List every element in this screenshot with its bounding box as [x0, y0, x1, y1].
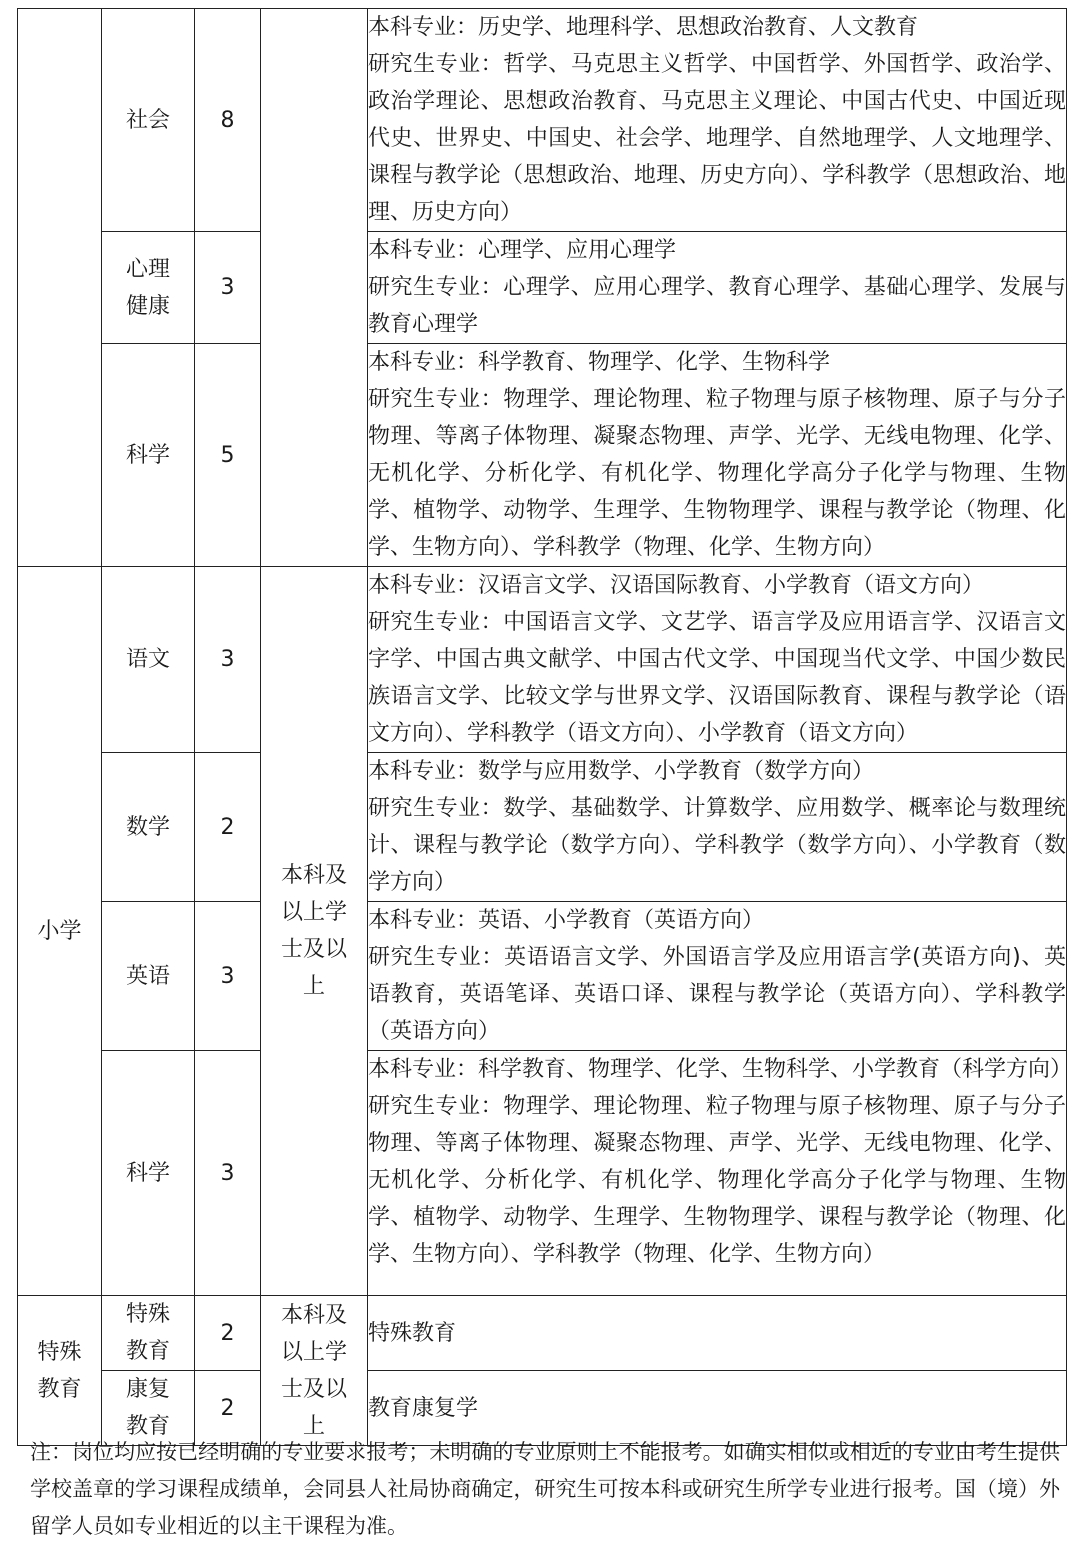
subject-cell: 心理健康: [102, 232, 195, 344]
subject-cell: 康复教育: [102, 1371, 195, 1446]
count-cell: 5: [195, 344, 261, 567]
undergrad-majors: 本科专业：数学与应用数学、小学教育（数学方向）: [368, 759, 875, 784]
table-row: [18, 1296, 1067, 1371]
major-cell: [368, 9, 1067, 232]
table-row: [18, 232, 1067, 344]
subject-cell: 特殊教育: [102, 1296, 195, 1371]
grad-majors: 研究生专业：物理学、理论物理、粒子物理与原子核物理、原子与分子物理、等离子体物理、凝聚态物理、声学、光学、无线电物理、化学、无机化学、分析化学、有机化学、物理化学高分子化学与物理、生物学、植物学、动物学、生理学、生物物理学、课程与教学论（物理、化学、生物方向）、学科教学（物理、化学、生物方向）: [368, 387, 1066, 560]
count-cell: 3: [195, 1051, 261, 1296]
count-cell: 2: [195, 753, 261, 902]
major-cell: [368, 344, 1067, 567]
subject-cell: 科学: [102, 344, 195, 567]
subject-cell: 科学: [102, 1051, 195, 1296]
level-cell-continued: [18, 9, 102, 567]
undergrad-majors: 本科专业：心理学、应用心理学: [368, 238, 677, 263]
table-row: [18, 567, 1067, 753]
grad-majors: 研究生专业：中国语言文学、文艺学、语言学及应用语言学、汉语言文字学、中国古典文献学、中国古代文学、中国现当代文学、中国少数民族语言文学、比较文学与世界文学、汉语国际教育、课程与教学论（语文方向）、学科教学（语文方向）、小学教育（语文方向）: [368, 610, 1066, 746]
requirements-table: [17, 8, 1073, 1446]
count-cell: 2: [195, 1371, 261, 1446]
major-cell: 特殊教育: [368, 1296, 1067, 1371]
undergrad-majors: 本科专业：科学教育、物理学、化学、生物科学: [368, 350, 831, 375]
education-cell: 本科及以上学士及以上: [261, 1296, 368, 1446]
count-cell: 2: [195, 1296, 261, 1371]
grad-majors: 研究生专业：英语语言文学、外国语言学及应用语言学(英语方向)、英语教育，英语笔译、英语口译、课程与教学论（英语方向）、学科教学（英语方向）: [368, 945, 1066, 1044]
table-row: [18, 344, 1067, 567]
education-cell: 本科及以上学士及以上: [261, 567, 368, 1296]
undergrad-majors: 本科专业：汉语言文学、汉语国际教育、小学教育（语文方向）: [368, 573, 985, 598]
subject-cell: 社会: [102, 9, 195, 232]
undergrad-majors: 本科专业：科学教育、物理学、化学、生物科学、小学教育（科学方向）: [368, 1057, 1073, 1082]
major-cell: [368, 902, 1067, 1051]
table-row: [18, 1051, 1067, 1296]
table-row: [18, 902, 1067, 1051]
level-cell: 特殊教育: [18, 1296, 102, 1446]
subject-cell: 数学: [102, 753, 195, 902]
grad-majors: 研究生专业：心理学、应用心理学、教育心理学、基础心理学、发展与教育心理学: [368, 275, 1066, 337]
table-row: [18, 9, 1067, 232]
count-cell: 8: [195, 9, 261, 232]
major-cell: [368, 232, 1067, 344]
count-cell: 3: [195, 232, 261, 344]
grad-majors: 研究生专业：哲学、马克思主义哲学、中国哲学、外国哲学、政治学、政治学理论、思想政治教育、马克思主义理论、中国古代史、中国近现代史、世界史、中国史、社会学、地理学、自然地理学、人文地理学、课程与教学论（思想政治、地理、历史方向）、学科教学（思想政治、地理、历史方向）: [368, 52, 1066, 225]
subject-cell: 英语: [102, 902, 195, 1051]
major-cell: [368, 567, 1067, 753]
count-cell: 3: [195, 902, 261, 1051]
level-cell: 小学: [18, 567, 102, 1296]
undergrad-majors: 本科专业：英语、小学教育（英语方向）: [368, 908, 765, 933]
undergrad-majors: 本科专业：历史学、地理科学、思想政治教育、人文教育: [368, 15, 919, 40]
footnote: 注：岗位均应按已经明确的专业要求报考；未明确的专业原则上不能报考。如确实相似或相近的专业由考生提供学校盖章的学习课程成绩单，会同县人社局协商确定，研究生可按本科或研究生所学专业进行报考。国（境）外留学人员如专业相近的以主干课程为准。: [30, 1440, 1060, 1538]
count-cell: 3: [195, 567, 261, 753]
major-cell: [368, 1051, 1073, 1296]
major-cell: 教育康复学: [368, 1371, 1067, 1446]
education-cell-continued: [261, 9, 368, 567]
grad-majors: 研究生专业：数学、基础数学、计算数学、应用数学、概率论与数理统计、课程与教学论（数学方向）、学科教学（数学方向）、小学教育（数学方向）: [368, 796, 1066, 895]
table-row: [18, 753, 1067, 902]
major-cell: [368, 753, 1067, 902]
subject-cell: 语文: [102, 567, 195, 753]
grad-majors: 研究生专业：物理学、理论物理、粒子物理与原子核物理、原子与分子物理、等离子体物理、凝聚态物理、声学、光学、无线电物理、化学、无机化学、分析化学、有机化学、物理化学高分子化学与物理、生物学、植物学、动物学、生理学、生物物理学、课程与教学论（物理、化学、生物方向）、学科教学（物理、化学、生物方向）: [368, 1094, 1066, 1267]
